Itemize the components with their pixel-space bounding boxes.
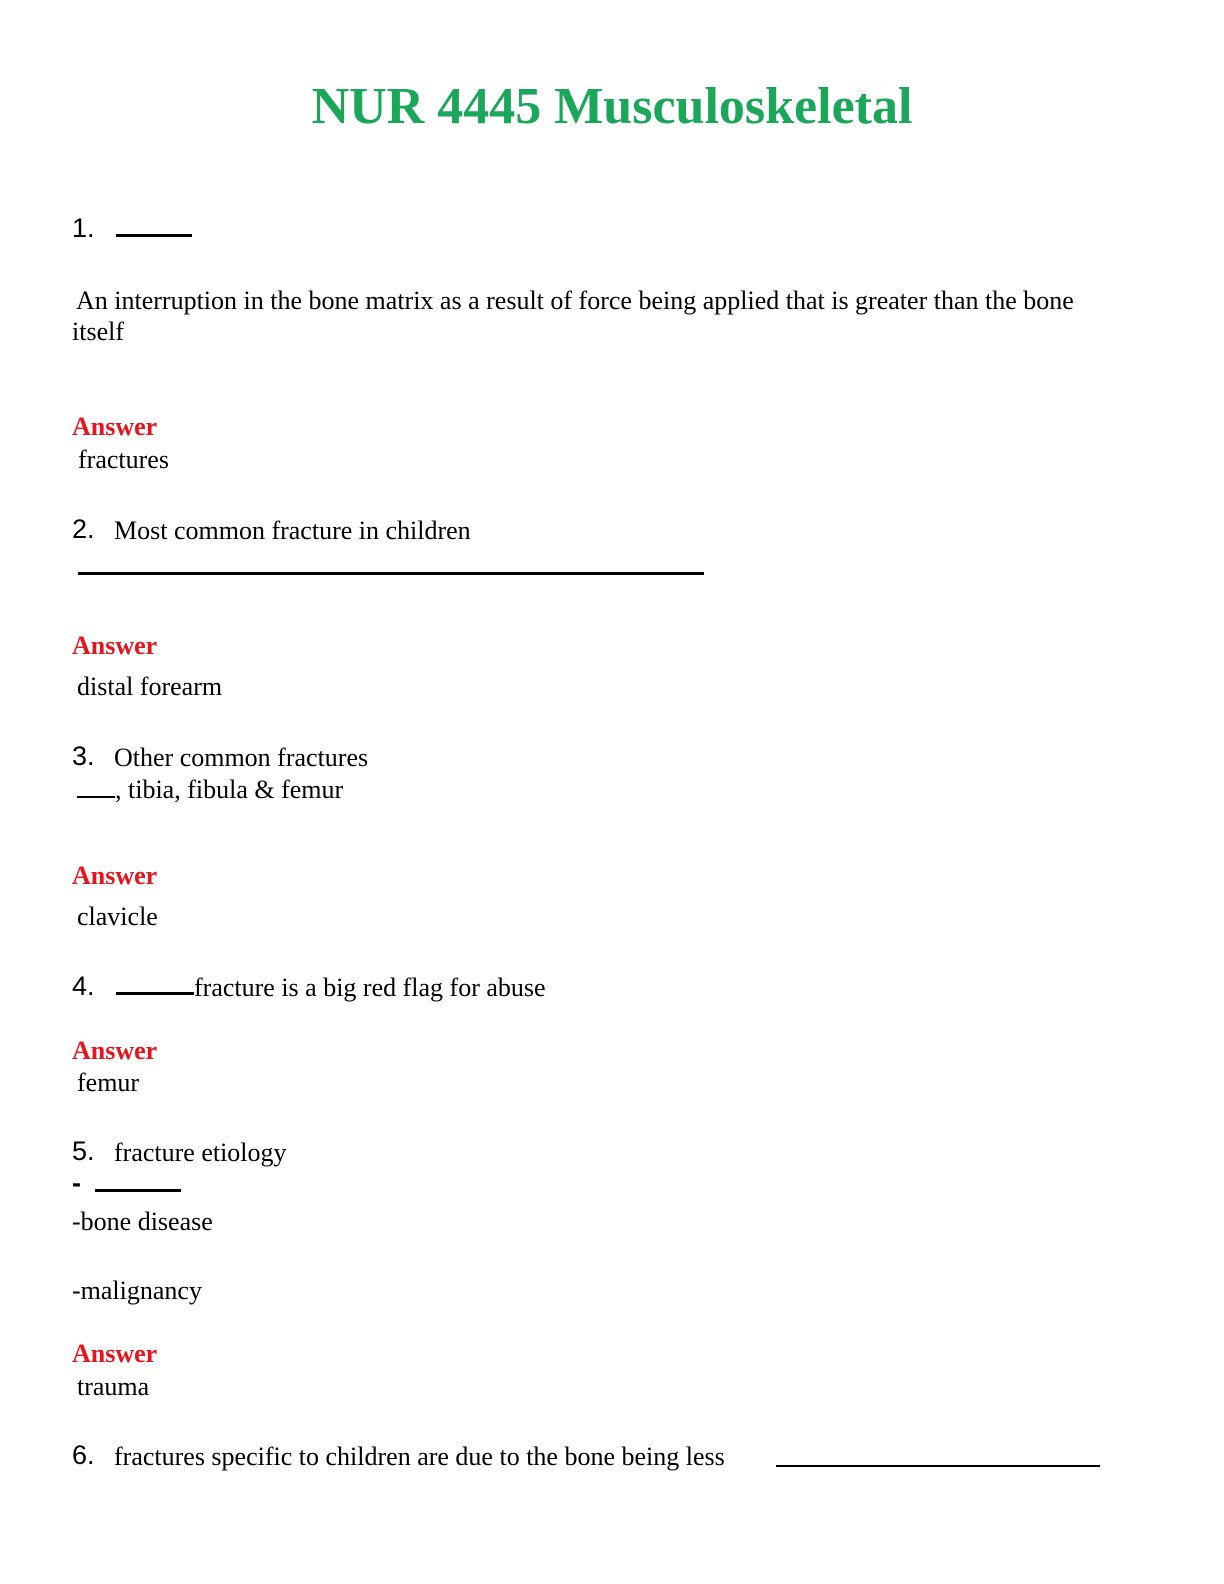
prompt-text: , tibia, fibula & femur: [115, 775, 344, 804]
question-3-prompt-line2: [77, 774, 343, 805]
question-1-prompt-cont: itself: [72, 317, 124, 346]
question-5-answer: trauma: [77, 1372, 150, 1401]
question-2-answer: distal forearm: [77, 672, 223, 701]
question-number: 4.: [72, 971, 95, 1001]
question-3-number: 3.: [72, 741, 95, 771]
question-4-number: [72, 973, 194, 1000]
question-5-item: -bone disease: [72, 1207, 213, 1236]
question-2-prompt: Most common fracture in children: [114, 516, 471, 545]
question-5-prompt: fracture etiology: [114, 1138, 287, 1167]
question-4-prompt: fracture is a big red flag for abuse: [194, 973, 546, 1002]
answer-line: [776, 1465, 1100, 1467]
page-title: NUR 4445 Musculoskeletal: [311, 78, 913, 135]
answer-label: Answer: [72, 1036, 158, 1065]
question-5-dash-line: [72, 1170, 181, 1197]
question-number: 1.: [72, 213, 95, 243]
question-6-prompt: fractures specific to children are due to the bone being less: [114, 1442, 725, 1471]
answer-label: Answer: [72, 631, 158, 660]
answer-label: Answer: [72, 412, 158, 441]
question-1-answer: fractures: [78, 445, 169, 474]
question-5-item: -malignancy: [72, 1276, 202, 1305]
question-2-number: 2.: [72, 514, 95, 544]
dash: -: [72, 1168, 81, 1198]
question-4-answer: femur: [77, 1068, 140, 1097]
question-5-number: 5.: [72, 1136, 95, 1166]
question-1-prompt: An interruption in the bone matrix as a result of force being applied that is greater than the bone: [76, 286, 1074, 315]
answer-blank: [116, 234, 192, 237]
answer-label: Answer: [72, 861, 158, 890]
question-6-number: 6.: [72, 1440, 95, 1470]
question-3-answer: clavicle: [77, 902, 158, 931]
question-3-prompt: Other common fractures: [114, 743, 369, 772]
answer-blank: [95, 1189, 181, 1192]
answer-label: Answer: [72, 1339, 158, 1368]
answer-blank: [77, 774, 115, 798]
question-1-number: [72, 215, 192, 242]
answer-blank: [116, 992, 194, 995]
answer-line: [78, 572, 704, 575]
